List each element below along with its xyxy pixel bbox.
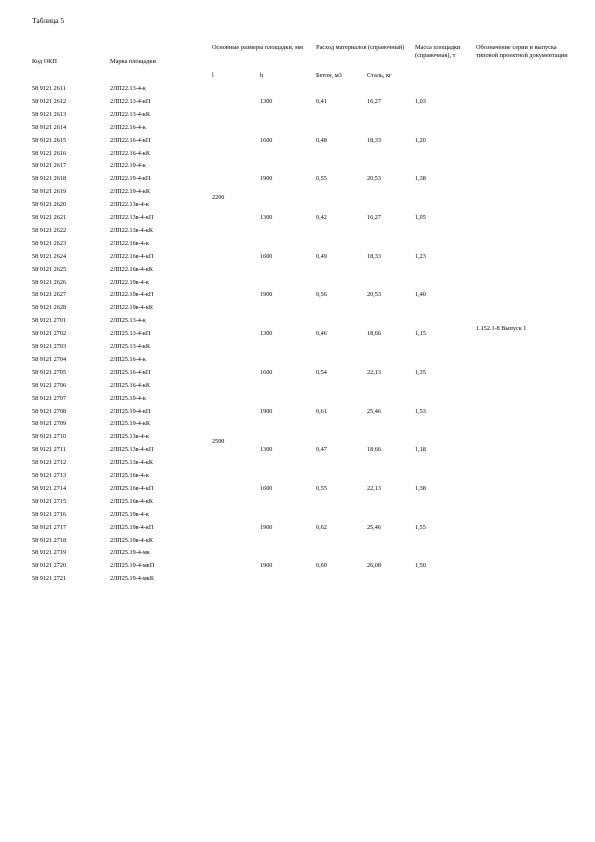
- dim-b-cell: 1300: [260, 214, 273, 221]
- steel-cell: 20,53: [367, 175, 381, 183]
- header-code: Код ОКП: [32, 58, 57, 65]
- table-row: [0, 446, 595, 459]
- mark-cell: 2ЛП25.19-4-мкП: [110, 562, 155, 570]
- mark-cell: 2ЛП25.16в-4-кК: [110, 497, 153, 505]
- table-row: [0, 562, 595, 575]
- series-document: 1.152.1-8 Выпуск 1: [476, 325, 527, 332]
- table-row: [0, 150, 595, 163]
- concrete-cell: 0,46: [316, 330, 327, 338]
- mark-cell: 2ЛП25.16в-4-кП: [110, 484, 154, 492]
- okp-code-cell: 58 9121 2620: [32, 201, 67, 209]
- table-row: [0, 291, 595, 304]
- mark-cell: 2ЛП25.16в-4-к: [110, 472, 149, 479]
- mass-cell: 1,23: [415, 252, 426, 260]
- steel-cell: 25,46: [367, 407, 381, 415]
- header-dimensions: Основные размеры площадки, мм: [212, 44, 303, 51]
- mark-cell: 2ЛП22.19-4-кП: [110, 175, 151, 183]
- mass-cell: 1,05: [415, 214, 426, 221]
- table-row: [0, 575, 595, 588]
- header-materials: Расход материалов (справочный): [316, 44, 405, 51]
- okp-code-cell: 58 9121 2626: [32, 278, 67, 286]
- steel-cell: 20,53: [367, 291, 381, 299]
- mark-cell: 2ЛП22.13в-4-кП: [110, 214, 154, 221]
- header-mass: Масса площадки (справочная), т: [415, 44, 461, 59]
- mass-cell: 1,50: [415, 562, 426, 570]
- table-row: [0, 330, 595, 343]
- okp-code-cell: 58 9121 2707: [32, 394, 67, 402]
- header-mark: Марка площадки: [110, 58, 156, 65]
- dim-b-cell: 1300: [260, 97, 273, 105]
- dim-b-cell: 1600: [260, 484, 273, 492]
- table-row: [0, 433, 595, 446]
- okp-code-cell: 58 9121 2721: [32, 575, 67, 583]
- dim-l-2500: 2500: [212, 438, 225, 445]
- table-row: [0, 137, 595, 150]
- table-row: [0, 511, 595, 524]
- okp-code-cell: 58 9121 2710: [32, 433, 67, 441]
- concrete-cell: 0,55: [316, 484, 327, 492]
- mark-cell: 2ЛП25.13в-4-кК: [110, 459, 153, 467]
- table-row: [0, 124, 595, 137]
- mass-cell: 1,20: [415, 136, 426, 144]
- table-row: [0, 201, 595, 214]
- concrete-cell: 0,55: [316, 175, 327, 183]
- dim-b-cell: 1900: [260, 175, 273, 183]
- table-row: [0, 382, 595, 395]
- mark-cell: 2ЛП22.16в-4-кП: [110, 252, 154, 260]
- mass-cell: 1,40: [415, 291, 426, 299]
- okp-code-cell: 58 9121 2614: [32, 123, 67, 131]
- mass-cell: 1,03: [415, 97, 426, 105]
- mark-cell: 2ЛП25.13-4-кП: [110, 330, 151, 338]
- table-row: [0, 485, 595, 498]
- table-row: [0, 279, 595, 292]
- okp-code-cell: 58 9121 2703: [32, 343, 67, 350]
- table-row: [0, 343, 595, 356]
- okp-code-cell: 58 9121 2708: [32, 407, 67, 415]
- dim-b-cell: 1900: [260, 562, 273, 570]
- steel-cell: 18,66: [367, 446, 381, 454]
- dim-b-cell: 1900: [260, 291, 273, 299]
- okp-code-cell: 58 9121 2615: [32, 136, 67, 144]
- mark-cell: 2ЛП22.13-4-кП: [110, 97, 151, 105]
- header-concrete: Бетон, м3: [316, 72, 342, 79]
- table-row: [0, 98, 595, 111]
- table-row: [0, 408, 595, 421]
- header-steel: Сталь, кг: [367, 72, 392, 79]
- mass-cell: 1,15: [415, 330, 426, 338]
- concrete-cell: 0,47: [316, 446, 327, 454]
- okp-code-cell: 58 9121 2622: [32, 226, 67, 234]
- mass-cell: 1,38: [415, 175, 426, 183]
- okp-code-cell: 58 9121 2716: [32, 510, 67, 518]
- dim-l-2200: 2200: [212, 194, 225, 201]
- okp-code-cell: 58 9121 2704: [32, 355, 67, 363]
- okp-code-cell: 58 9121 2709: [32, 420, 67, 428]
- steel-cell: 22,13: [367, 484, 381, 492]
- mark-cell: 2ЛП22.16-4-кП: [110, 136, 151, 144]
- okp-code-cell: 58 9121 2612: [32, 97, 67, 105]
- mark-cell: 2ЛП22.13в-4-к: [110, 201, 149, 209]
- okp-code-cell: 58 9121 2624: [32, 252, 67, 260]
- table-row: [0, 175, 595, 188]
- dim-b-cell: 1600: [260, 252, 273, 260]
- table-row: [0, 537, 595, 550]
- mass-cell: 1,35: [415, 368, 426, 376]
- steel-cell: 18,33: [367, 136, 381, 144]
- mass-cell: 1,55: [415, 523, 426, 531]
- table-row: [0, 472, 595, 485]
- okp-code-cell: 58 9121 2711: [32, 446, 66, 454]
- concrete-cell: 0,48: [316, 136, 327, 144]
- okp-code-cell: 58 9121 2701: [32, 317, 67, 325]
- table-row: [0, 356, 595, 369]
- dim-b-cell: 1900: [260, 523, 273, 531]
- mark-cell: 2ЛП25.13в-4-к: [110, 433, 149, 441]
- table-row: [0, 266, 595, 279]
- table-row: [0, 549, 595, 562]
- mark-cell: 2ЛП22.13в-4-кК: [110, 226, 153, 234]
- okp-code-cell: 58 9121 2705: [32, 368, 67, 376]
- okp-code-cell: 58 9121 2619: [32, 188, 67, 196]
- okp-code-cell: 58 9121 2617: [32, 162, 67, 170]
- table-row: [0, 498, 595, 511]
- table-row: [0, 304, 595, 317]
- okp-code-cell: 58 9121 2712: [32, 459, 67, 467]
- concrete-cell: 0,41: [316, 97, 327, 105]
- mark-cell: 2ЛП22.19в-4-кК: [110, 304, 153, 312]
- dim-b-cell: 1600: [260, 368, 273, 376]
- concrete-cell: 0,56: [316, 291, 327, 299]
- okp-code-cell: 58 9121 2706: [32, 381, 67, 389]
- table-row: [0, 524, 595, 537]
- table-row: [0, 85, 595, 98]
- okp-code-cell: 58 9121 2627: [32, 291, 67, 299]
- steel-cell: 18,33: [367, 252, 381, 260]
- mark-cell: 2ЛП22.19-4-к: [110, 162, 146, 170]
- okp-code-cell: 58 9121 2613: [32, 110, 67, 118]
- concrete-cell: 0,62: [316, 523, 327, 531]
- mark-cell: 2ЛП25.19в-4-кК: [110, 536, 153, 544]
- mark-cell: 2ЛП25.19-4-мкК: [110, 575, 154, 583]
- table-row: [0, 369, 595, 382]
- mark-cell: 2ЛП22.16-4-к: [110, 123, 146, 131]
- dim-b-cell: 1900: [260, 407, 273, 415]
- mark-cell: 2ЛП25.19-4-мк: [110, 549, 150, 557]
- okp-code-cell: 58 9121 2611: [32, 85, 66, 92]
- mark-cell: 2ЛП25.13в-4-кП: [110, 446, 154, 454]
- mark-cell: 2ЛП22.13-4-к: [110, 85, 146, 92]
- mark-cell: 2ЛП25.16-4-кП: [110, 368, 151, 376]
- table-row: [0, 459, 595, 472]
- okp-code-cell: 58 9121 2618: [32, 175, 67, 183]
- table-row: [0, 188, 595, 201]
- okp-code-cell: 58 9121 2625: [32, 265, 67, 273]
- table-row: [0, 214, 595, 227]
- dim-b-cell: 1600: [260, 136, 273, 144]
- mass-cell: 1,38: [415, 484, 426, 492]
- steel-cell: 22,13: [367, 368, 381, 376]
- header-dim-l: l: [212, 72, 214, 79]
- mark-cell: 2ЛП25.19-4-к: [110, 394, 146, 402]
- concrete-cell: 0,42: [316, 214, 327, 221]
- steel-cell: 18,66: [367, 330, 381, 338]
- dim-b-cell: 1300: [260, 330, 273, 338]
- okp-code-cell: 58 9121 2713: [32, 472, 67, 479]
- okp-code-cell: 58 9121 2720: [32, 562, 67, 570]
- okp-code-cell: 58 9121 2616: [32, 149, 67, 157]
- mark-cell: 2ЛП25.19в-4-кП: [110, 523, 154, 531]
- table-row: [0, 420, 595, 433]
- concrete-cell: 0,54: [316, 368, 327, 376]
- okp-code-cell: 58 9121 2717: [32, 523, 67, 531]
- mark-cell: 2ЛП22.13-4-кК: [110, 110, 151, 118]
- table-row: [0, 162, 595, 175]
- steel-cell: 25,46: [367, 523, 381, 531]
- okp-code-cell: 58 9121 2714: [32, 484, 67, 492]
- mark-cell: 2ЛП25.16-4-кК: [110, 381, 151, 389]
- okp-code-cell: 58 9121 2628: [32, 304, 67, 312]
- table-row: [0, 227, 595, 240]
- okp-code-cell: 58 9121 2623: [32, 239, 67, 247]
- mark-cell: 2ЛП22.16в-4-к: [110, 239, 149, 247]
- concrete-cell: 0,49: [316, 252, 327, 260]
- mark-cell: 2ЛП25.16-4-к: [110, 355, 146, 363]
- steel-cell: 16,27: [367, 97, 381, 105]
- table-row: [0, 240, 595, 253]
- okp-code-cell: 58 9121 2702: [32, 330, 67, 338]
- header-dim-b: b: [260, 72, 264, 79]
- mark-cell: 2ЛП25.13-4-к: [110, 317, 146, 325]
- okp-code-cell: 58 9121 2621: [32, 214, 67, 221]
- okp-code-cell: 58 9121 2718: [32, 536, 67, 544]
- steel-cell: 16,27: [367, 214, 381, 221]
- mark-cell: 2ЛП22.19-4-кК: [110, 188, 151, 196]
- mark-cell: 2ЛП25.13-4-кК: [110, 343, 151, 350]
- mark-cell: 2ЛП25.19в-4-к: [110, 510, 149, 518]
- steel-cell: 26,08: [367, 562, 381, 570]
- table-row: [0, 111, 595, 124]
- mass-cell: 1,53: [415, 407, 426, 415]
- mark-cell: 2ЛП22.16в-4-кК: [110, 265, 153, 273]
- table-caption: Таблица 5: [32, 16, 65, 25]
- mark-cell: 2ЛП25.19-4-кК: [110, 420, 151, 428]
- concrete-cell: 0,61: [316, 407, 327, 415]
- okp-code-cell: 58 9121 2719: [32, 549, 67, 557]
- mark-cell: 2ЛП22.16-4-кК: [110, 149, 151, 157]
- mark-cell: 2ЛП22.19в-4-к: [110, 278, 149, 286]
- table-row: [0, 253, 595, 266]
- table-row: [0, 395, 595, 408]
- mass-cell: 1,18: [415, 446, 426, 454]
- mark-cell: 2ЛП25.19-4-кП: [110, 407, 151, 415]
- mark-cell: 2ЛП22.19в-4-кП: [110, 291, 154, 299]
- header-document: Обозначение серии и выпуска типовой проектной документации: [476, 44, 568, 59]
- dim-b-cell: 1300: [260, 446, 273, 454]
- concrete-cell: 0,60: [316, 562, 327, 570]
- okp-code-cell: 58 9121 2715: [32, 497, 67, 505]
